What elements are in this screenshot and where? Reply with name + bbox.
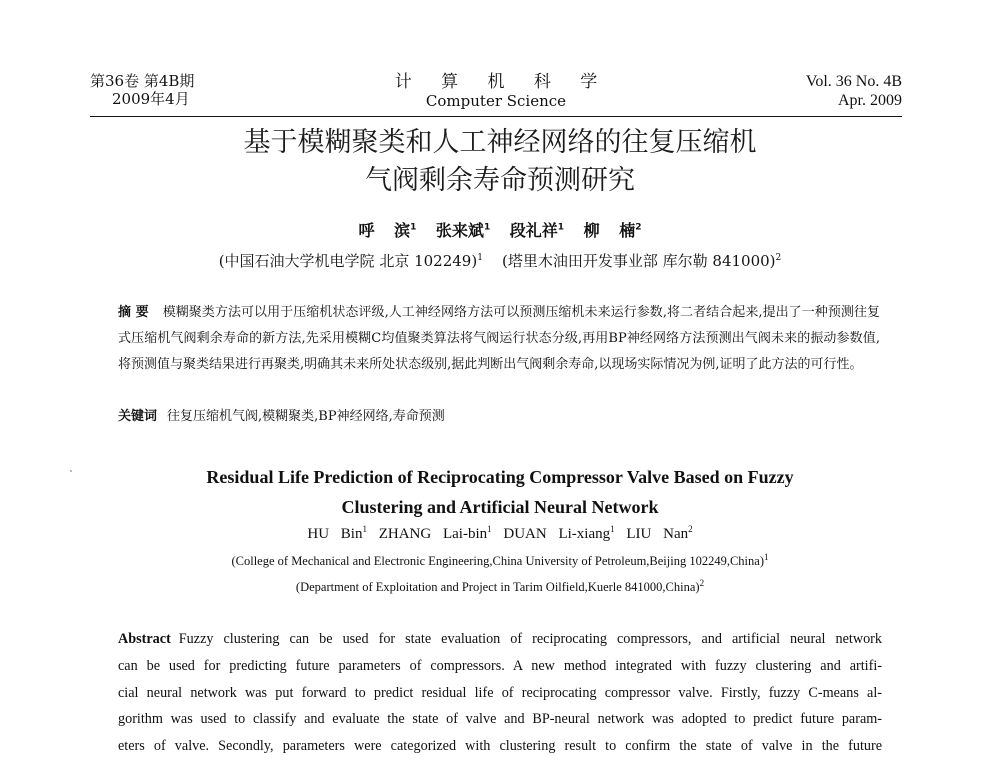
affiliation-en-2 [0, 577, 1000, 595]
abstract-en-line: eters of valve. Secondly, parameters were categorized with clustering result to confirm the state of valve in the future [118, 738, 882, 755]
author-list-cn [0, 218, 1000, 241]
author-cn: 张来斌 [435, 221, 484, 240]
author-sup: 1 [483, 222, 491, 233]
title-cn-line2: 气阀剩余寿命预测研究 [365, 165, 635, 196]
title-en-line2: Clustering and Artificial Neural Network [341, 497, 659, 517]
abstract-cn-text: 模糊聚类方法可以用于压缩机状态评级,人工神经网络方法可以预测压缩机未来运行参数,将二者结合起来,提出了一种预测往复式压缩机气阀剩余寿命的新方法,先采用模糊C均值聚类算法将气阀运行状态分级,再用BP神经网络方法预测出气阀未来的振动参数值,将预测值与聚类结果进行再聚类,明确其未来所处状态级别,据此判断出气阀剩余寿命,以现场实际情况为例,证明了此方法的可行性。 [118, 305, 880, 372]
header-rule [90, 116, 902, 117]
abstract-en-line: cial neural network was put forward to predict residual life of reciprocating compressor valve. Firstly, fuzzy C-means al- [118, 684, 882, 701]
author-sup: 2 [635, 222, 642, 233]
title-cn-line1: 基于模糊聚类和人工神经网络的往复压缩机 [243, 127, 757, 158]
paper-title-cn [0, 124, 1000, 200]
affiliation-sup: 1 [764, 551, 769, 562]
author-en: ZHANG Lai-bin [378, 526, 488, 542]
author-sup: 2 [688, 524, 693, 534]
keywords-cn [118, 404, 880, 430]
affiliation-en-2-text: (Department of Exploitation and Project in Tarim Oilfield,Kuerle 841000,China) [295, 580, 700, 594]
affiliations-cn [0, 250, 1000, 271]
journal-name-cn: 计 算 机 科 学 [394, 72, 610, 92]
keywords-cn-text: 往复压缩机气阀,模糊聚类,BP神经网络,寿命预测 [167, 409, 445, 424]
paper-title-en [0, 462, 1000, 522]
author-list-en [0, 526, 1000, 543]
date-cn: 2009年4月 [112, 90, 190, 108]
author-sup: 1 [410, 222, 417, 233]
abstract-en [118, 626, 882, 760]
author-en: LIU Nan [626, 526, 689, 542]
author-cn: 呼 滨 [358, 221, 411, 240]
affiliation-sup: 2 [699, 577, 705, 588]
author-sup: 1 [487, 524, 492, 534]
date-en: Apr. 2009 [838, 92, 902, 109]
abstract-cn-label: 摘 要 [118, 305, 149, 320]
header-right [806, 72, 902, 110]
running-header [90, 72, 902, 116]
affiliation-en-1-text: (College of Mechanical and Electronic Engineering,China University of Petroleum,Beijing 102249,China) [231, 554, 764, 568]
keywords-cn-label: 关键词 [118, 409, 158, 424]
author-sup: 1 [557, 222, 565, 233]
affiliation-sup: 1 [477, 253, 483, 263]
author-sup: 1 [362, 524, 367, 534]
affiliation-cn-1: (中国石油大学机电学院 北京 102249) [218, 252, 478, 270]
abstract-en-line [118, 626, 882, 653]
abstract-en-line: gorithm was used to classify and evaluate the state of valve and BP-neural network was adopted to predict future param- [118, 711, 882, 728]
journal-name-en: Computer Science [425, 92, 567, 110]
volume-issue-cn: 第36卷 第4B期 [90, 72, 195, 90]
affiliation-sup: 2 [775, 253, 782, 263]
abstract-en-line-text: Fuzzy clustering can be used for state evaluation of reciprocating compressors, and artificial neural network [178, 631, 882, 647]
author-cn: 段礼祥 [509, 221, 558, 240]
author-cn: 柳 楠 [583, 221, 636, 240]
author-en: DUAN Li-xiang [503, 526, 611, 542]
volume-issue-en: Vol. 36 No. 4B [805, 73, 902, 90]
affiliation-en-1 [0, 551, 1000, 569]
abstract-en-label: Abstract [118, 631, 171, 647]
author-sup: 1 [610, 524, 615, 534]
abstract-en-line: can be used for predicting future parameters of compressors. A new method integrated with fuzzy clustering and artifi- [118, 657, 882, 674]
title-en-line1: Residual Life Prediction of Reciprocating Compressor Valve Based on Fuzzy [206, 467, 794, 487]
author-en: HU Bin [307, 526, 363, 542]
affiliation-cn-2: (塔里木油田开发事业部 库尔勒 841000) [502, 252, 776, 270]
abstract-cn [118, 300, 880, 378]
header-journal [90, 72, 902, 110]
